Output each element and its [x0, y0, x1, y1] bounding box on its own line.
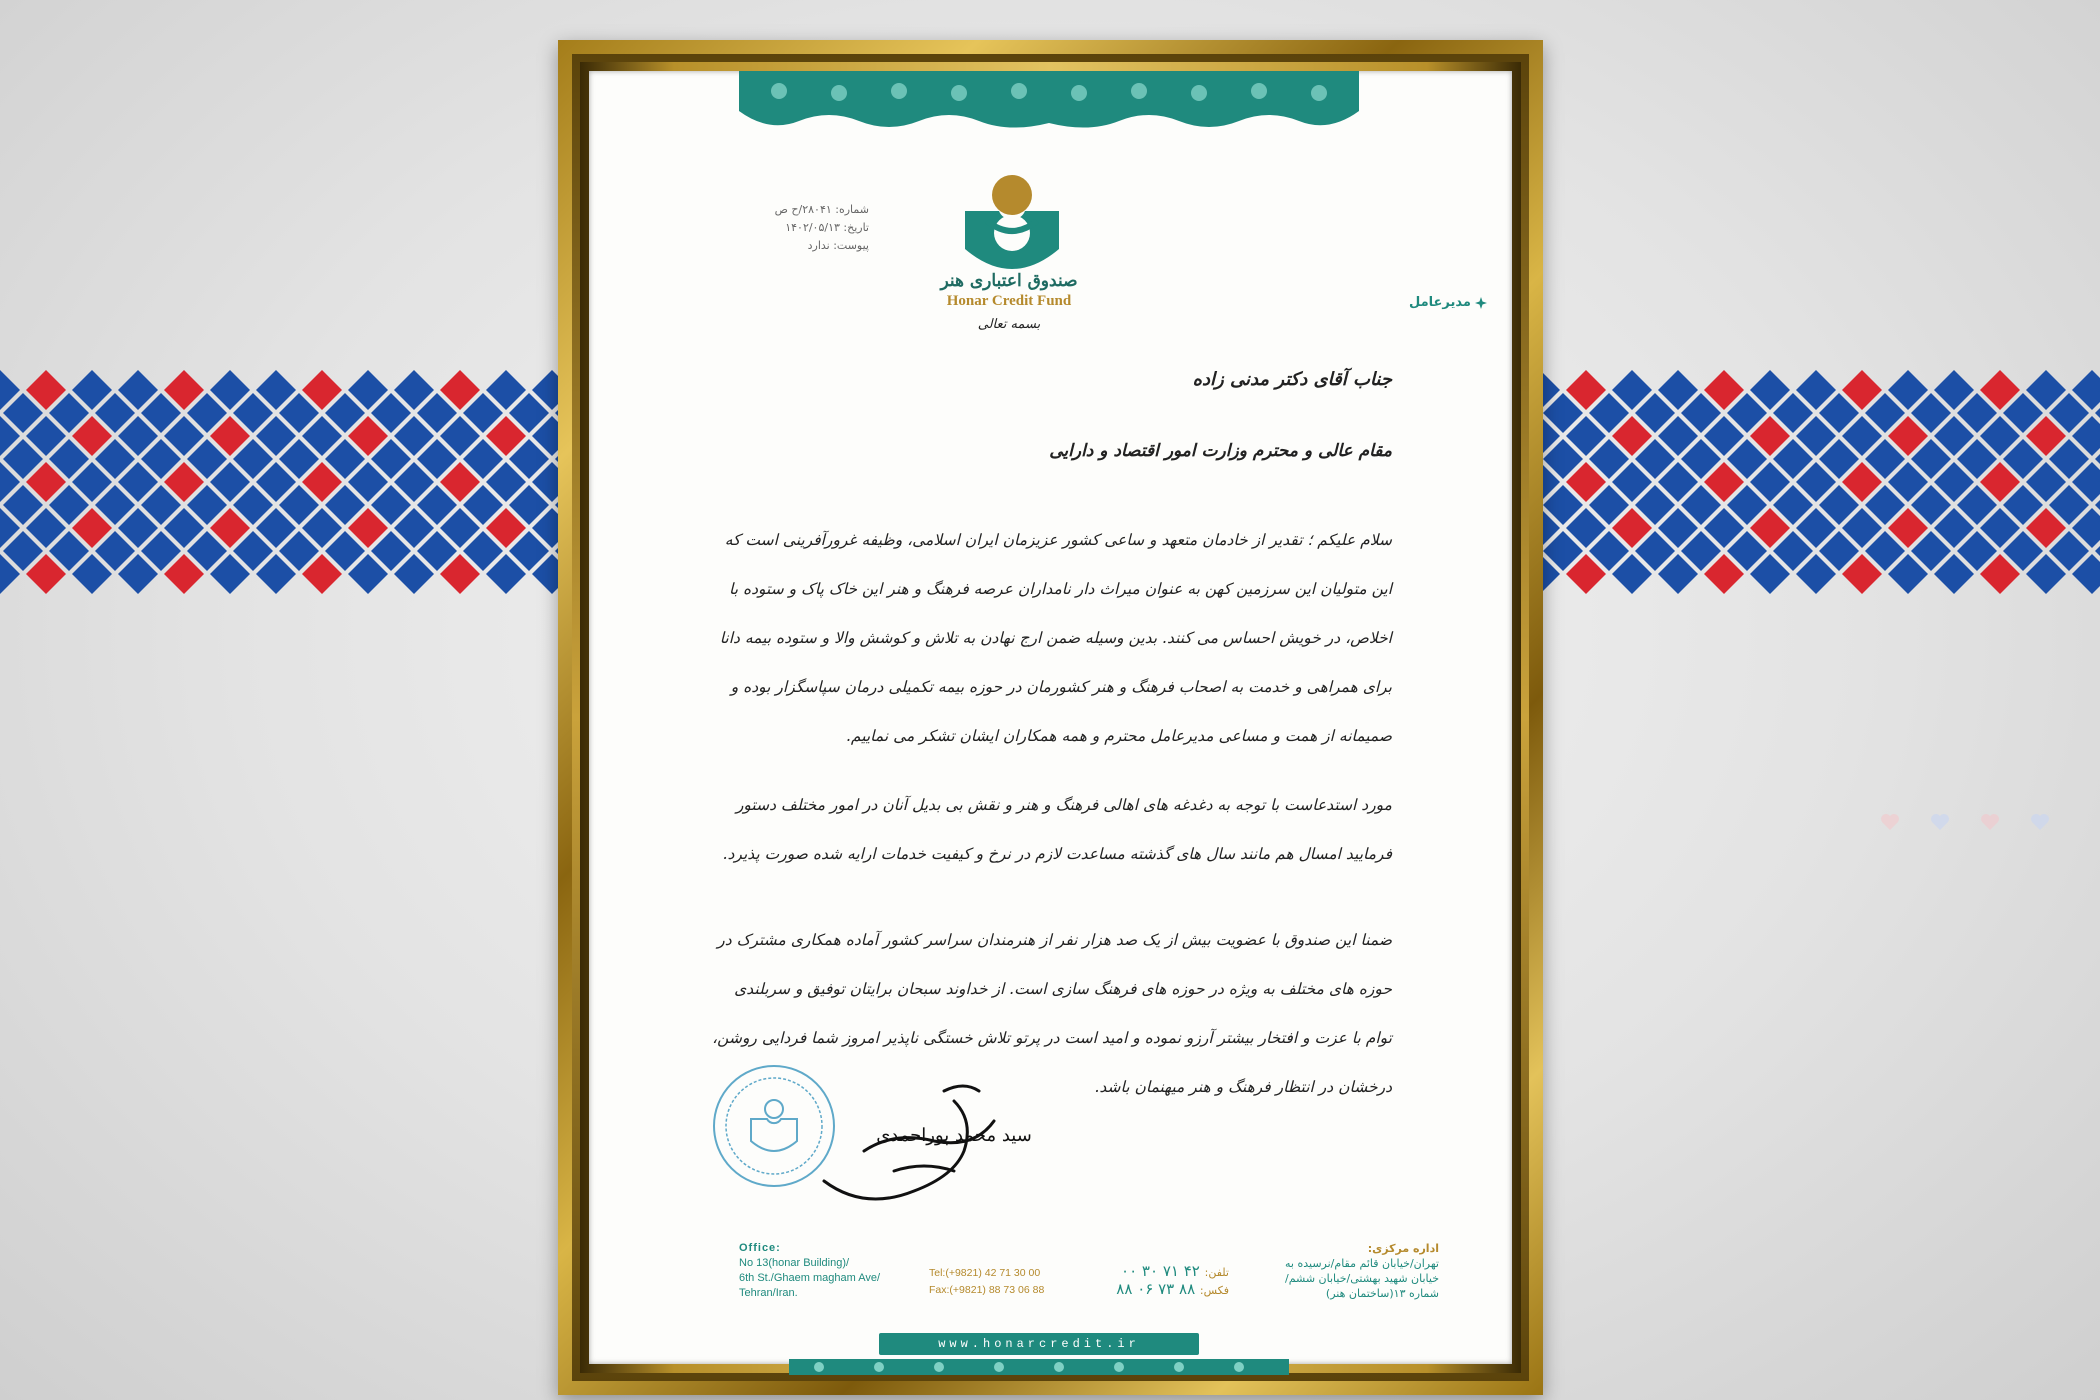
hq-line: خیابان شهید بهشتی/خیابان ششم/ — [1285, 1272, 1439, 1285]
background-pattern-right — [1540, 380, 2100, 740]
signature-name: سید محمد پوراحمدی — [876, 1125, 1032, 1146]
hq-line: شماره ۱۳(ساختمان هنر) — [1325, 1287, 1439, 1300]
letter-paper — [589, 71, 1512, 1364]
fund-name-persian: صندوق اعتباری هنر — [940, 271, 1078, 291]
website-bar — [879, 1333, 1199, 1355]
hq-line: تهران/خیابان قائم مقام/نرسیده به — [1285, 1257, 1439, 1270]
letterhead-footer — [589, 1241, 1512, 1336]
honar-credit-fund-logo — [947, 171, 1077, 281]
bismillah-heading: بسمه تعالی — [977, 317, 1041, 332]
footer-hq-address — [1249, 1241, 1439, 1301]
letter-number: شماره: ۲۸۰۴۱/ح ص — [774, 203, 869, 216]
recipient-position: مقام عالی و محترم وزارت امور اقتصاد و دارایی — [1049, 441, 1392, 461]
office-title: Office: — [739, 1242, 781, 1254]
letter-paragraph-2: مورد استدعاست با توجه به دغدغه های اهالی فرهنگ و هنر و نقش بی بدیل آنان در امور مختلف دستور فرمایید امسال هم مانند سال های گذشته مساعدت لازم در نرخ و کیفیت خدمات ارایه شده صورت پذیرد. — [722, 796, 1392, 863]
office-line: 6th St./Ghaem magham Ave/ — [739, 1272, 881, 1284]
footer-phone-persian — [1059, 1263, 1229, 1299]
fax-fa-label: فکس: — [1199, 1284, 1229, 1297]
tel-value: (+9821) 42 71 30 00 — [945, 1267, 1041, 1279]
letterhead-ornament-strip — [739, 71, 1359, 133]
recipient-line: جناب آقای دکتر مدنی زاده — [1192, 369, 1392, 390]
footer-phone-english — [929, 1265, 1044, 1299]
letter-paragraph-3: ضمنا این صندوق با عضویت بیش از یک صد هزار نفر از هنرمندان سراسر کشور آماده همکاری مشترک در حوزه های مختلف به ویژه در حوزه های فرهنگ سازی است. از خداوند سبحان برایتان توفیق و سربلندی توام با عزت و افتخار بیشتر آرزو نموده و امید است در پرتو تلاش خستگی ناپذیر امروز شما فردایی روشن، درخشان در انتظار فرهنگ و هنر میهنمان باشد. — [712, 931, 1392, 1096]
footer-office-address — [739, 1241, 929, 1301]
department-name: مدیرعامل — [1409, 295, 1471, 310]
faded-hearts-decoration — [1870, 800, 2070, 850]
gold-picture-frame — [558, 40, 1543, 1395]
letter-date: تاریخ: ۱۴۰۲/۰۵/۱۳ — [785, 221, 869, 234]
fax-value: (+9821) 88 73 06 88 — [949, 1284, 1045, 1296]
fax-fa-value: ۸۸ ۷۳ ۰۶ ۸۸ — [1116, 1280, 1196, 1298]
department-label — [1409, 295, 1487, 310]
fund-name-english: Honar Credit Fund — [946, 293, 1072, 309]
letter-paragraph-1: سلام علیکم ؛ تقدیر از خادمان متعهد و ساعی کشور عزیزمان ایران اسلامی، وظیفه غرورآفرینی است که این متولیان این سرزمین کهن به عنوان میراث دار نامداران عرصه فرهنگ و هنر این خاک پاک و ستوده با اخلاص، در خویش احساس می کنند. بدین وسیله ضمن ارج نهادن به تلاش و کوشش والا و ستوده بیمه دانا برای همراهی و خدمت به اصحاب فرهنگ و هنر کشورمان در حوزه بیمه تکمیلی درمان سپاسگزار بوده و صمیمانه از همت و مساعی مدیرعامل محترم و همه همکاران ایشان تشکر می نماییم. — [719, 531, 1392, 745]
handwritten-signature — [804, 1061, 1032, 1221]
tel-fa-value: ۴۲ ۷۱ ۳۰ ۰۰ — [1121, 1262, 1200, 1280]
hq-title: اداره مرکزی: — [1367, 1242, 1439, 1255]
office-line: Tehran/Iran. — [739, 1287, 798, 1299]
letter-attachment: پیوست: ندارد — [807, 239, 869, 252]
star-icon — [1475, 297, 1487, 309]
tel-label: Tel: — [929, 1267, 946, 1279]
tel-fa-label: تلفن: — [1204, 1266, 1229, 1279]
fax-label: Fax: — [929, 1284, 950, 1296]
footer-ornament-strip — [789, 1355, 1289, 1375]
office-line: No 13(honar Building)/ — [739, 1257, 850, 1269]
background-pattern-left — [0, 380, 560, 740]
letter-meta — [709, 201, 869, 255]
website-url: www.honarcredit.ir — [938, 1337, 1140, 1351]
